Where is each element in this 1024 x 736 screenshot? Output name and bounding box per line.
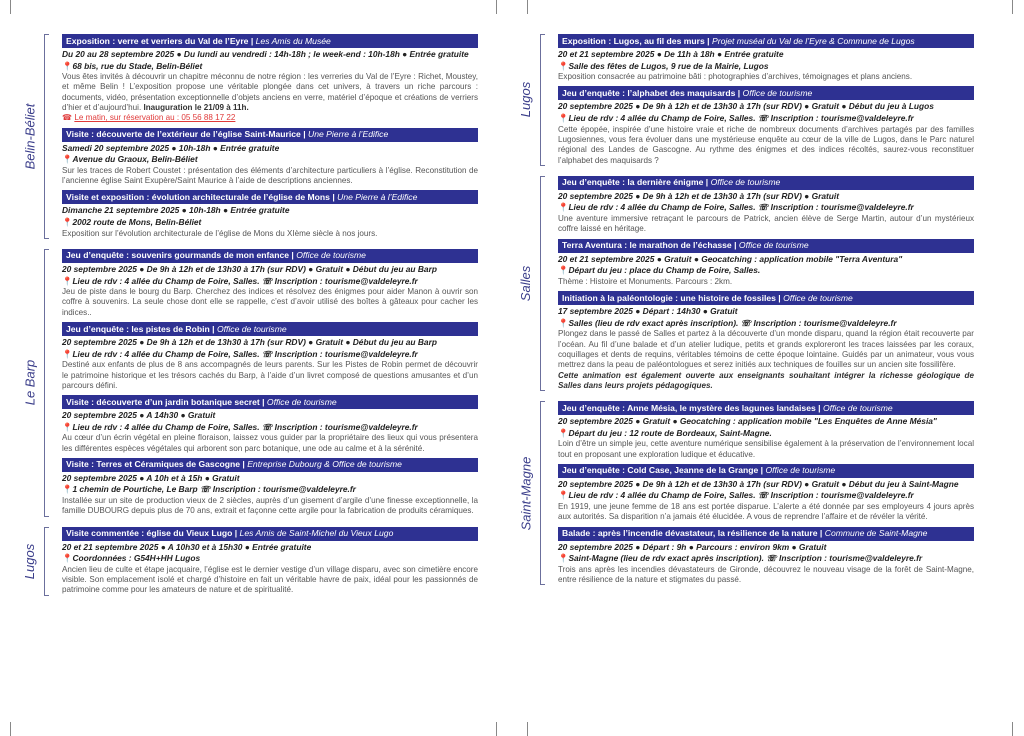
event-title-bar: Jeu d’enquête : Cold Case, Jeanne de la Grange | Office de tourisme [558, 464, 974, 478]
event-info-text: 1 chemin de Pourtiche, Le Barp ☏ Inscription : tourisme@valdeleyre.fr [72, 484, 356, 495]
event-title: Visite commentée : église du Vieux Lugo [66, 528, 233, 539]
event-title: Terra Aventura : le marathon de l’échasse [562, 240, 732, 251]
event-card [558, 401, 974, 460]
event-organizer: Office de tourisme [710, 177, 781, 188]
event-description [558, 277, 974, 287]
event-title-bar: Jeu d’enquête : Anne Mésia, le mystère des lagunes landaises | Office de tourisme [558, 401, 974, 415]
event-date [62, 542, 478, 553]
event-date [558, 191, 974, 202]
event-info-text: 20 septembre 2025 ● De 9h à 12h et de 13h30 à 17h (sur RDV) ● Gratuit [558, 190, 840, 201]
event-date [558, 101, 974, 112]
event-description [62, 496, 478, 517]
location-pin-icon: 📍 [62, 484, 73, 495]
section-gap [62, 600, 478, 606]
event-title-bar: Visite : découverte d’un jardin botanique secret | Office de tourisme [62, 395, 478, 409]
event-date [558, 49, 974, 60]
event-description [62, 72, 478, 123]
event-card [558, 86, 974, 165]
phone-note [62, 113, 235, 122]
event-info-text: 20 septembre 2025 ● Gratuit ● Geocatching : application mobile "Les Enquêtes de Anne Mésia" [558, 416, 937, 427]
event-location [558, 113, 974, 124]
event-organizer: Office de tourisme [266, 396, 337, 407]
location-pin-icon: 📍 [62, 60, 73, 71]
event-date [558, 416, 974, 427]
event-title-bar: Jeu d’enquête : souvenirs gourmands de mon enfance | Office de tourisme [62, 249, 478, 263]
town-label-wrap [506, 233, 546, 333]
location-pin-icon: 📍 [62, 154, 73, 165]
location-pin-icon: 📍 [558, 317, 569, 328]
event-description-text: Thème : Histoire et Monuments. Parcours : 2km. [558, 276, 733, 286]
event-description-text: Ancien lieu de culte et étape jacquaire, l’église est le dernier vestige d’un village disparu, avec son cimetière encore visible. Son emplacement isolé et chargé d’histoire en fait un véritable havre de paix, idéal pour les passionnés de patrimoine comme pour les amateurs de nature et de spiritualité. [62, 564, 478, 595]
town-label: Lugos [22, 543, 38, 579]
event-info-text: Coordonnées : G54H+HH Lugos [72, 553, 201, 564]
event-info-text: Samedi 20 septembre 2025 ● 10h-18h ● Entrée gratuite [62, 142, 280, 153]
event-location [62, 349, 478, 360]
event-card [558, 291, 974, 391]
event-description-text: Destiné aux enfants de plus de 8 ans accompagnés de leurs parents. Sur les Pistes de Robin permet de découvrir le patrimoine historique et les trésors cachés du Barp, à l’aide d’un livret composé de questions amusantes et d’un parcours défini. [62, 360, 478, 390]
event-title-bar: Visite commentée : église du Vieux Lugo | Les Amis de Saint-Michel du Vieux Lugo [62, 527, 478, 541]
event-title: Jeu d’enquête : Cold Case, Jeanne de la Grange [562, 465, 759, 476]
event-location [62, 276, 478, 287]
event-description [558, 214, 974, 235]
town-label: Salles [518, 265, 534, 302]
event-description-text: Cette épopée, inspirée d’une histoire vraie et riche de nombreux documents d’archives partagés par des familles Lugosiennes, vous fera évoluer dans une mystérieuse enquête au cœur de la ville de Lugos, dans le Parc naturel régional des Landes de Gascogne. Au rythme des énigmes et des indices récoltés, saurez-vous reconstituer l’alphabet des maquisards ? [558, 124, 974, 165]
event-organizer: Office de tourisme [783, 292, 853, 303]
town-section [518, 401, 974, 585]
event-organizer: Office de tourisme [822, 402, 893, 413]
location-pin-icon: 📍 [62, 217, 73, 228]
event-description [558, 565, 974, 586]
event-title-bar: Exposition : verre et verriers du Val de l’Eyre | Les Amis du Musée [62, 34, 478, 48]
event-card [62, 190, 478, 238]
event-title-bar: Jeu d’enquête : la dernière énigme | Office de tourisme [558, 176, 974, 190]
town-section [22, 34, 478, 239]
event-info-text: 20 septembre 2025 ● Départ : 9h ● Parcours : environ 9km ● Gratuit [558, 541, 827, 552]
event-organizer: Une Pierre à l’Edifice [308, 129, 389, 140]
event-description-text: Au cœur d’un écrin végétal en pleine floraison, laissez vous guider par la propriétaire des lieux qui vous présentera les différentes espèces végétales qui arborent son parc botanique, une ode au calme et à la sérénité. [62, 433, 478, 453]
town-label: Le Barp [22, 360, 38, 406]
event-card [62, 34, 478, 124]
location-pin-icon: 📍 [558, 265, 569, 276]
event-organizer: Projet muséal du Val de l’Eyre & Commune de Lugos [711, 35, 915, 46]
event-description-text: Sur les traces de Robert Coustet : présentation des éléments d’architecture particuliers à l’église. Reconstitution de l’ancienne église Saint Exupère/Saint Maurice à l’aide de descriptions anciennes. [62, 165, 478, 186]
event-description [558, 439, 974, 460]
event-info-text: 20 septembre 2025 ● De 9h à 12h et de 13h30 à 17h (sur RDV) ● Gratuit ● Début du jeu au Barp [62, 263, 437, 274]
event-description [558, 329, 974, 391]
bracket-tick [540, 584, 545, 585]
event-title: Balade : après l’incendie dévastateur, la résilience de la nature [562, 528, 818, 539]
event-date [62, 205, 478, 216]
event-title-bar: Visite : découverte de l’extérieur de l’église Saint-Maurice | Une Pierre à l’Edifice [62, 128, 478, 142]
event-title-bar: Balade : après l’incendie dévastateur, la résilience de la nature | Commune de Saint-Magne [558, 527, 974, 541]
event-card [62, 249, 478, 318]
location-pin-icon: 📍 [62, 275, 73, 286]
event-description [62, 565, 478, 596]
event-title: Exposition : Lugos, au fil des murs [562, 35, 705, 46]
event-card [558, 527, 974, 586]
event-title-bar: Exposition : Lugos, au fil des murs | Projet muséal du Val de l’Eyre & Commune de Lugos [558, 34, 974, 48]
event-date [558, 479, 974, 490]
bracket-tick [540, 34, 545, 35]
location-pin-icon: 📍 [558, 60, 569, 71]
event-description-text: Exposition sur l’évolution architecturale de l’église de Mons du XIème siècle à nos jours. [62, 228, 378, 238]
event-title: Jeu d’enquête : l’alphabet des maquisards [562, 87, 736, 98]
right-column [518, 34, 974, 595]
town-section [518, 34, 974, 166]
section-gap [558, 589, 974, 595]
event-description [62, 360, 478, 391]
event-info-text: Saint-Magne (lieu de rdv exact après inscription). ☏ Inscription : tourisme@valdeleyre.fr [568, 553, 923, 564]
event-title: Jeu d’enquête : souvenirs gourmands de mon enfance [66, 250, 290, 261]
event-card [62, 128, 478, 187]
event-info-text: 2002 route de Mons, Belin-Béliet [72, 217, 202, 228]
event-location [62, 61, 478, 72]
event-organizer: Office de tourisme [738, 240, 809, 251]
bracket-tick [540, 390, 545, 391]
location-pin-icon: 📍 [62, 553, 73, 564]
event-organizer: Les Amis de Saint-Michel du Vieux Lugo [239, 528, 394, 539]
left-column [22, 34, 478, 606]
event-info-text: 20 et 21 septembre 2025 ● A 10h30 et à 15h30 ● Entrée gratuite [62, 541, 312, 552]
event-location [62, 422, 478, 433]
event-title: Jeu d’enquête : Anne Mésia, le mystère des lagunes landaises [562, 402, 816, 413]
town-label: Lugos [518, 82, 534, 118]
event-date [558, 254, 974, 265]
event-info-text: 20 septembre 2025 ● A 14h30 ● Gratuit [62, 410, 216, 421]
event-description-text: Installée sur un site de production vieux de 2 siècles, auprès d’un gisement d’argile d’une finesse exceptionnelle, la famille DUBOURG depuis plus de 70 ans, extrait et façonne cette argile pour la fabrication de produits céramiques. [62, 496, 478, 516]
event-title: Visite : découverte de l’extérieur de l’église Saint-Maurice [66, 129, 301, 140]
town-label-wrap [10, 511, 50, 611]
event-title: Visite et exposition : évolution architecturale de l’église de Mons [66, 191, 330, 202]
event-title-bar: Visite et exposition : évolution architecturale de l’église de Mons | Une Pierre à l’Edifice [62, 190, 478, 204]
event-info-text: Salles (lieu de rdv exact après inscription). ☏ Inscription : tourisme@valdeleyre.fr [568, 317, 897, 328]
event-date [558, 306, 974, 317]
event-info-text: 20 septembre 2025 ● A 10h et à 15h ● Gratuit [62, 472, 240, 483]
event-highlight: Cette animation est également ouverte aux enseignants souhaitant intégrer la richesse géologique de Salles dans leurs projets pédagogiques. [558, 370, 974, 390]
event-title: Visite : Terres et Céramiques de Gascogne [66, 459, 241, 470]
bracket-tick [540, 165, 545, 166]
event-description [558, 502, 974, 523]
event-highlight: Inauguration le 21/09 à 11h. [143, 103, 249, 113]
event-title-bar: Terra Aventura : le marathon de l’échasse | Office de tourisme [558, 239, 974, 253]
event-description-text: En 1919, une jeune femme de 18 ans est portée disparue. L’alerte a été donnée par ses employeurs 4 jours après aux autorités. Sa disparition n’a jamais été élucidée. A vous de reprendre l’affaire et de révéler la vérité. [558, 502, 974, 522]
event-info-text: Salle des fêtes de Lugos, 9 rue de la Mairie, Lugos [568, 60, 769, 71]
bracket-tick [540, 401, 545, 402]
location-pin-icon: 📍 [558, 113, 569, 124]
event-title: Exposition : verre et verriers du Val de l’Eyre [66, 35, 249, 46]
event-info-text: Du 20 au 28 septembre 2025 ● Du lundi au vendredi : 14h-18h ; le week-end : 10h-18h ● Entrée gratuite [62, 49, 469, 59]
event-title: Jeu d’enquête : les pistes de Robin [66, 323, 210, 334]
event-organizer: Les Amis du Musée [255, 35, 331, 46]
event-title: Jeu d’enquête : la dernière énigme [562, 177, 704, 188]
event-card [62, 395, 478, 454]
event-date [62, 410, 478, 421]
event-info-text: Dimanche 21 septembre 2025 ● 10h-18h ● Entrée gratuite [62, 205, 290, 216]
event-description-text: Plongez dans le passé de Salles et partez à la découverte d’un monde disparu, quand la région était recouverte par l’océan. Au fil d’une balade et d’un atelier ludique, petits et grands exploreront les traces laissées par les coraux, coquillages et dents de requins, véritables témoins de cette époque lointaine. Guidés par un animateur, vous vous mettrez dans la peau de paléontologues et serez initiés aux techniques de fouilles sur un ancien site fossilifère. [558, 329, 974, 370]
event-info-text: Lieu de rdv : 4 allée du Champ de Foire, Salles. ☏ Inscription : tourisme@valdeleyre.fr [72, 275, 418, 286]
event-card [62, 458, 478, 517]
event-description-text: Loin d’être un simple jeu, cette aventure numérique sensibilise également à la préservation de l’environnement local tout en proposant une exploration ludique et éducative. [558, 439, 974, 459]
event-info-text: 20 et 21 septembre 2025 ● De 11h à 18h ● Entrée gratuite [558, 49, 784, 59]
event-title-bar: Jeu d’enquête : les pistes de Robin | Office de tourisme [62, 322, 478, 336]
bracket-tick [44, 249, 49, 250]
event-organizer: Commune de Saint-Magne [824, 528, 928, 539]
event-description [62, 166, 478, 187]
event-location [558, 553, 974, 564]
phone-icon: ☎ [62, 113, 75, 123]
event-location [62, 484, 478, 495]
event-info-text: Avenue du Graoux, Belin-Béliet [72, 154, 198, 165]
event-location [558, 318, 974, 329]
event-description-text: Vous êtes invités à découvrir un chapitre méconnu de notre région : les verreries du Val de l’Eyre : Richet, Moustey, et même Belin ! L’exposition propose une véritable plongée dans cet univers, à travers un riche parcours : documents, vidéo, présentation exceptionnelle d’objets anciens en verre, matériel d’époque et créations de verriers d’hier et d’aujourd’hui. [62, 72, 478, 113]
phone-note-text: Le matin, sur réservation au : 05 56 88 17 22 [74, 113, 236, 123]
event-info-text: Lieu de rdv : 4 allée du Champ de Foire, Salles. ☏ Inscription : tourisme@valdeleyre.fr [72, 348, 418, 359]
event-info-text: Lieu de rdv : 4 allée du Champ de Foire, Salles. ☏ Inscription : tourisme@valdeleyre.fr [568, 490, 914, 501]
town-label-wrap [10, 333, 50, 433]
town-section [22, 527, 478, 596]
event-info-text: Lieu de rdv : 4 allée du Champ de Foire, Salles. ☏ Inscription : tourisme@valdeleyre.fr [568, 202, 914, 213]
event-title-bar: Visite : Terres et Céramiques de Gascogne | Entreprise Dubourg & Office de tourisme [62, 458, 478, 472]
event-organizer: Entreprise Dubourg & Office de tourisme [247, 459, 402, 470]
event-info-text: Départ du jeu : 12 route de Bordeaux, Saint-Magne. [568, 427, 772, 438]
event-date [62, 473, 478, 484]
event-info-text: Départ du jeu : place du Champ de Foire, Salles. [568, 265, 761, 276]
event-info-text: 20 septembre 2025 ● De 9h à 12h et de 13h30 à 17h (sur RDV) ● Gratuit ● Début du jeu à Saint-Magne [558, 478, 959, 489]
event-description [62, 287, 478, 318]
event-date [62, 337, 478, 348]
event-info-text: 68 bis, rue du Stade, Belin-Béliet [72, 60, 203, 71]
location-pin-icon: 📍 [558, 553, 569, 564]
event-location [558, 265, 974, 276]
location-pin-icon: 📍 [558, 490, 569, 501]
event-location [558, 202, 974, 213]
bracket-tick [44, 34, 49, 35]
location-pin-icon: 📍 [558, 427, 569, 438]
location-pin-icon: 📍 [62, 421, 73, 432]
event-location [62, 154, 478, 165]
bracket-tick [44, 238, 49, 239]
event-card [558, 34, 974, 82]
event-title-bar: Jeu d’enquête : l’alphabet des maquisards | Office de tourisme [558, 86, 974, 100]
event-description [62, 433, 478, 454]
town-section [22, 249, 478, 517]
event-description [62, 229, 478, 239]
event-location [62, 217, 478, 228]
event-card [558, 464, 974, 523]
town-section [518, 176, 974, 391]
event-info-text: 20 septembre 2025 ● De 9h à 12h et de 13h30 à 17h (sur RDV) ● Gratuit ● Début du jeu au Barp [62, 337, 437, 348]
event-date [62, 49, 478, 60]
town-label-wrap [506, 443, 546, 543]
event-description-text: Jeu de piste dans le bourg du Barp. Cherchez des indices et résolvez des énigmes pour aider Manon à ouvrir son coffre à souvenirs. La seule chose dont elle se rappelle, c’est d’avoir utilisé des boîtes à gâteaux pour cacher les indices.. [62, 287, 478, 317]
event-location [558, 490, 974, 501]
event-title: Initiation à la paléontologie : une histoire de fossiles [562, 292, 776, 303]
event-location [558, 61, 974, 72]
event-location [62, 553, 478, 564]
event-info-text: 17 septembre 2025 ● Départ : 14h30 ● Gratuit [558, 306, 738, 317]
event-date [62, 143, 478, 154]
event-location [558, 428, 974, 439]
event-card [62, 527, 478, 596]
event-organizer: Office de tourisme [296, 250, 366, 261]
event-description-text: Trois ans après les incendies dévastateurs de Gironde, découvrez le nouveau visage de la forêt de Saint-Magne, entre résilience de la nature et stigmates du passé. [558, 564, 974, 585]
event-info-text: 20 septembre 2025 ● De 9h à 12h et de 13h30 à 17h (sur RDV) ● Gratuit ● Début du jeu à Lugos [558, 101, 934, 112]
event-card [62, 322, 478, 391]
bracket-tick [540, 176, 545, 177]
location-pin-icon: 📍 [558, 202, 569, 213]
event-organizer: Une Pierre à l’Edifice [337, 191, 418, 202]
event-organizer: Office de tourisme [216, 323, 287, 334]
location-pin-icon: 📍 [62, 348, 73, 359]
event-title: Visite : découverte d’un jardin botanique secret [66, 396, 260, 407]
event-info-text: Lieu de rdv : 4 allée du Champ de Foire, Salles. ☏ Inscription : tourisme@valdeleyre.fr [568, 113, 914, 124]
event-card [558, 239, 974, 287]
town-label-wrap [10, 86, 50, 186]
event-info-text: 20 et 21 septembre 2025 ● Gratuit ● Geocatching : application mobile "Terra Aventura" [558, 253, 903, 264]
event-info-text: Lieu de rdv : 4 allée du Champ de Foire, Salles. ☏ Inscription : tourisme@valdeleyre.fr [72, 421, 418, 432]
event-card [558, 176, 974, 235]
event-organizer: Office de tourisme [742, 87, 813, 98]
event-description-text: Une aventure immersive retraçant le parcours de Patrick, ancien élève de Serge Martin, autour d’un mystérieux coffre laissé en héritage. [558, 214, 974, 234]
event-date [62, 264, 478, 275]
event-title-bar: Initiation à la paléontologie : une histoire de fossiles | Office de tourisme [558, 291, 974, 305]
event-description-text: Exposition consacrée au patrimoine bâti : photographies d’archives, témoignages et plans anciens. [558, 72, 913, 82]
town-label-wrap [506, 50, 546, 150]
event-description [558, 125, 974, 166]
town-label: Belin-Béliet [22, 103, 38, 170]
town-label: Saint-Magne [518, 456, 534, 531]
event-organizer: Office de tourisme [765, 465, 836, 476]
event-description [558, 72, 974, 82]
event-date [558, 542, 974, 553]
